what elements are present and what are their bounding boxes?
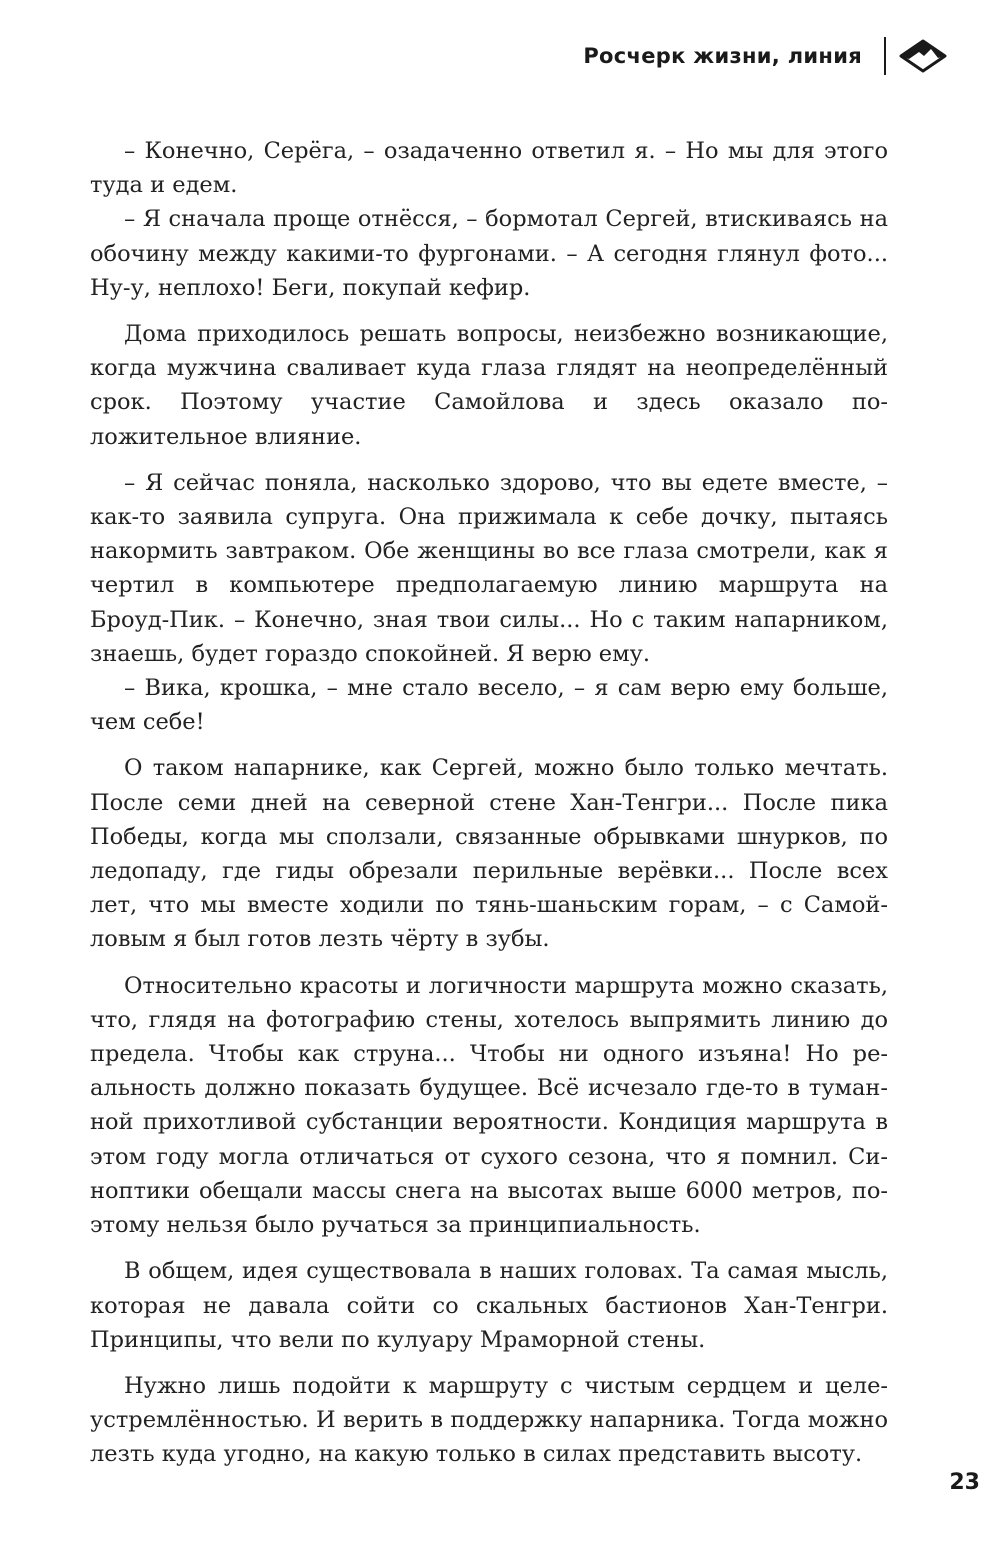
paragraph: Нужно лишь подойти к маршруту с чистым сердцем и целеустремлённостью. И верить в поддержку напарника. Тогда можно лезть куда угодно, на какую только в силах представить высоту. [90,1372,888,1468]
mountain-icon [898,35,948,77]
header-divider [884,37,886,75]
paragraph: О таком напарнике, как Сергей, можно было только мечтать. После семи дней на северной стене Хан-Тенгри... После пика Победы, когда мы сползали, связанные обрывками шнурков, по ледопаду, где гиды обрезали перильные верёвки... После всех лет, что мы вместе ходили по тянь-шаньским горам, – с Самойловым я был готов лезть чёрту в зубы. [90,755,888,953]
header-title: Росчерк жизни, линия [583,44,862,68]
paragraph: – Вика, крошка, – мне стало весело, – я сам верю ему больше, чем себе! [90,675,888,736]
paragraph: – Я сейчас поняла, насколько здорово, что вы едете вместе, – как-то заявила супруга. Она прижимала к себе дочку, пытаясь накормить завтраком. Обе женщины во все глаза смотрели, как я чертил в компьютере предполагаемую линию маршрута на Броуд-Пик. – Конечно, зная твои силы... Но с таким напарником, знаешь, будет гораздо спокойней. Я верю ему. [90,469,888,667]
paragraph: – Конечно, Серёга, – озадаченно ответил я. – Но мы для этого туда и едем. [90,138,888,199]
running-header [583,34,948,78]
page-number: 23 [949,1470,980,1495]
paragraph: – Я сначала проще отнёсся, – бормотал Сергей, втискиваясь на обочину между какими-то фургонами. – А сегодня глянул фото... Ну-у, неплохо! Беги, покупай кефир. [90,206,888,301]
paragraph: В общем, идея существовала в наших головах. Та самая мысль, которая не давала сойти со скальных бастионов Хан-Тенгри. Принципы, что вели по кулуару Мраморной стены. [90,1258,888,1353]
body-text [90,134,888,1472]
paragraph: Относительно красоты и логичности маршрута можно сказать, что, глядя на фотографию стены, хотелось выпрямить линию до предела. Чтобы как струна... Чтобы ни одного изъяна! Но реальность должно показать будущее. Всё исчезало где-то в туманной прихотливой субстанции вероятности. Кондиция маршрута в этом году могла отличаться от сухого сезона, что я помнил. Синоптики обещали массы снега на высотах выше 6000 метров, поэтому нельзя было ручаться за принципиальность. [90,972,888,1239]
paragraph: Дома приходилось решать вопросы, неизбежно возникающие, когда мужчина сваливает куда глаза глядят на неопределённый срок. Поэтому участие Самойлова и здесь оказало положительное влияние. [90,321,888,450]
